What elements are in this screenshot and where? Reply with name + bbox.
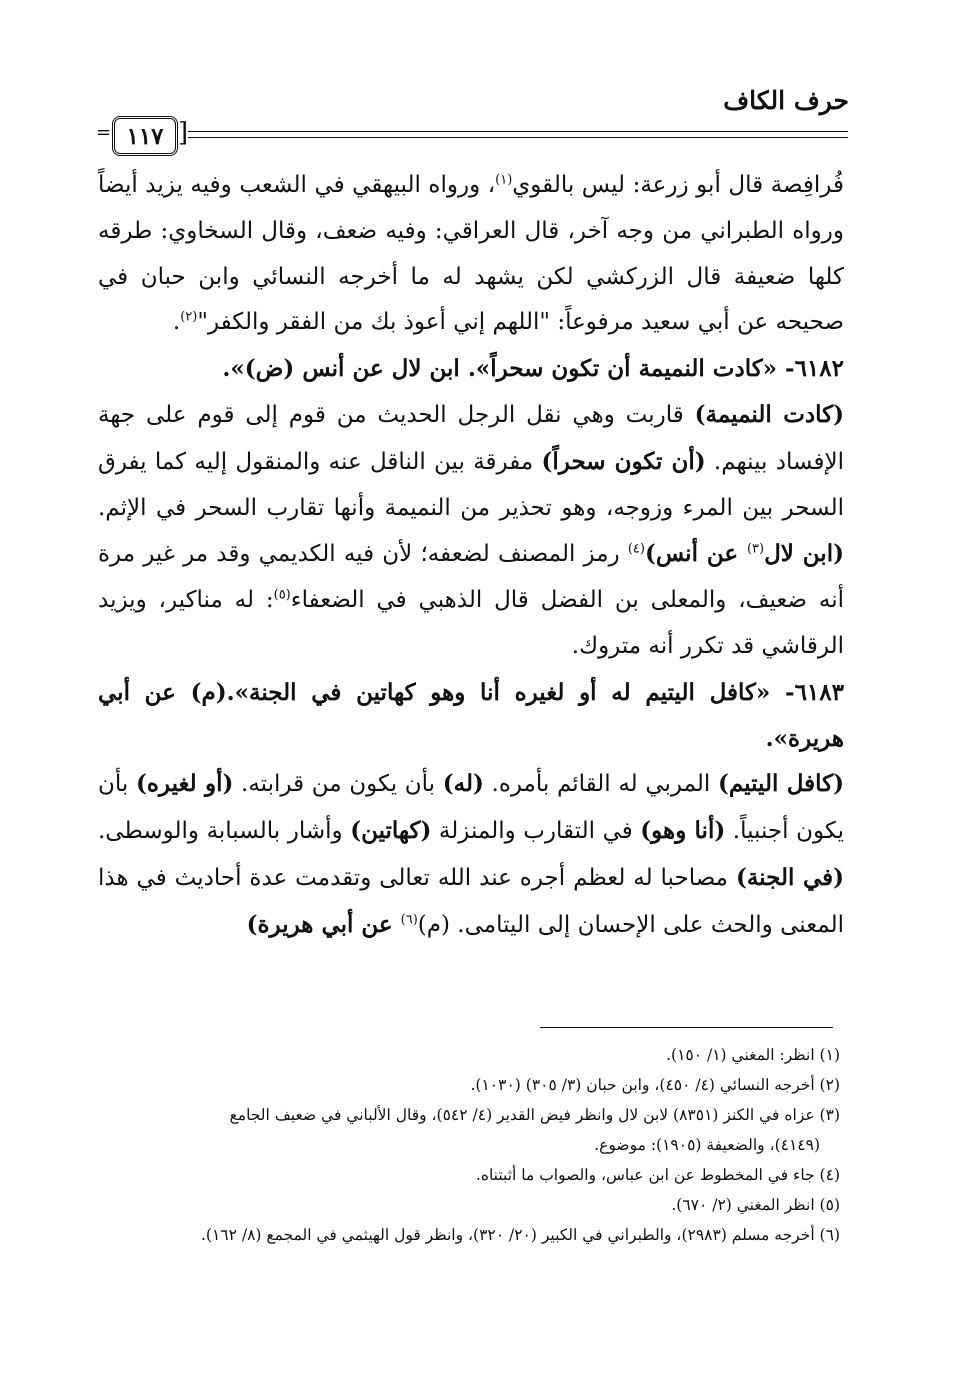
text-run: وأشار بالسبابة والوسطى. bbox=[98, 818, 351, 845]
footnote-3-continued: (٤١٤٩)، والضعيفة (١٩٠٥): موضوع. bbox=[594, 1136, 820, 1154]
term-bold: (كادت النميمة) bbox=[694, 400, 844, 428]
text-run: رمز المصنف لضعفه؛ لأن فيه الكديمي وقد مر غير مرة أنه ضعيف، والمعلى بن الفضل قال الذهبي في الضعفاء bbox=[98, 541, 844, 614]
hadith-6182: ٦١٨٢- «كادت النميمة أن تكون سحراً». ابن لال عن أنس (ض)». bbox=[222, 355, 844, 383]
footnote-2: (٢) أخرجه النسائي (٤/ ٤٥٠)، وابن حبان (٣/ ٣٠٥) (١٠٣٠). bbox=[470, 1076, 840, 1094]
term-bold: (له) bbox=[442, 770, 484, 798]
footnote-4: (٤) جاء في المخطوط عن ابن عباس، والصواب ما أثبتناه. bbox=[475, 1166, 840, 1184]
term-bold: (كافل اليتيم) bbox=[717, 770, 844, 798]
footnote-ref-6: (٦) bbox=[400, 912, 418, 928]
text-run: فُرافِصة قال أبو زرعة: ليس بالقوي bbox=[512, 172, 844, 198]
text-run: ، ورواه البيهقي في الشعب وفيه يزيد أيضاً ورواه الطبراني من وجه آخر، قال العراقي: وفيه ضعف، وقال السخاوي: طرقه كلها ضعيفة قال الزركشي لكن يشهد له ما أخرجه النسائي وابن حبان في صحيحه عن أبي سعيد مرفوعاً: "اللهم إني أعوذ بك من الفقر والكفر" bbox=[98, 172, 844, 336]
footnotes bbox=[100, 1040, 840, 1250]
term-bold: (ابن لال bbox=[764, 540, 844, 568]
hadith-6183: ٦١٨٣- «كافل اليتيم له أو لغيره أنا وهو كهاتين في الجنة».(م) عن أبي هريرة». bbox=[98, 678, 844, 752]
footnote-ref-3: (٣) bbox=[746, 541, 765, 557]
text-run: مصاحبا له لعظم أجره عند الله تعالى وتقدمت عدة أحاديث في هذا المعنى والحث على الإحسان إلى اليتامى. (م) bbox=[98, 864, 844, 938]
header-rule bbox=[96, 112, 848, 162]
footnote-separator bbox=[540, 1027, 833, 1028]
footnote-ref-2: (٢) bbox=[180, 309, 198, 325]
term-bold: (في الجنة) bbox=[735, 863, 845, 891]
paragraph-1 bbox=[98, 163, 844, 346]
term-bold: عن أبي هريرة) bbox=[246, 910, 401, 938]
text-run: . bbox=[172, 309, 181, 336]
footnote-1: (١) انظر: المغني (١/ ١٥٠). bbox=[666, 1046, 840, 1064]
footnote-ref-4: (٤) bbox=[627, 541, 645, 557]
term-bold: (كهاتين) bbox=[350, 817, 432, 845]
footnote-3: (٣) عزاه في الكنز (٨٣٥١) لابن لال وانظر فيض القدير (٤/ ٥٤٢)، وقال الألباني في ضعيف الجامع bbox=[229, 1106, 840, 1124]
footnote-ref-5: (٥) bbox=[273, 587, 291, 603]
term-bold: عن أنس) bbox=[644, 540, 747, 568]
footnote-ref-1: (١) bbox=[495, 172, 513, 188]
text-run: مفرقة بين الناقل عنه والمنقول إليه كما يفرق السحر بين المرء وزوجه، وهو تحذير من النميمة وأنها تقارب السحر في الإثم. bbox=[98, 448, 844, 521]
page-number: ١١٧ bbox=[112, 116, 178, 156]
footnote-5: (٥) انظر المغني (٢/ ٦٧٠). bbox=[671, 1196, 840, 1214]
header-bracket-mark: ] bbox=[178, 118, 189, 148]
main-text bbox=[98, 163, 844, 949]
term-bold: (أنا وهو) bbox=[640, 817, 726, 845]
header-double-line bbox=[188, 131, 848, 138]
paragraph-2 bbox=[98, 392, 844, 670]
footnote-6: (٦) أخرجه مسلم (٢٩٨٣)، والطبراني في الكبير (٢٠/ ٣٢٠)، وانظر قول الهيثمي في المجمع (٨/ ١٦٢). bbox=[200, 1226, 840, 1244]
chapter-title: حرف الكاف bbox=[723, 86, 849, 115]
term-bold: (أن تكون سحراً) bbox=[541, 447, 706, 475]
term-bold: (أو لغيره) bbox=[135, 770, 234, 798]
text-run: بأن يكون من قرابته. bbox=[233, 771, 443, 798]
paragraph-3 bbox=[98, 761, 844, 948]
text-run: المربي له القائم بأمره. bbox=[483, 771, 718, 798]
header-eq-mark: = bbox=[96, 122, 112, 143]
text-run: في التقارب والمنزلة bbox=[431, 818, 641, 845]
text-run: بأن يكون أجنبياً. bbox=[98, 771, 844, 845]
text-run: : له مناكير، ويزيد الرقاشي قد تكرر أنه متروك. bbox=[98, 587, 844, 659]
text-run: قاربت وهي نقل الرجل الحديث من قوم إلى قوم على جهة الإفساد بينهم. bbox=[98, 401, 844, 475]
